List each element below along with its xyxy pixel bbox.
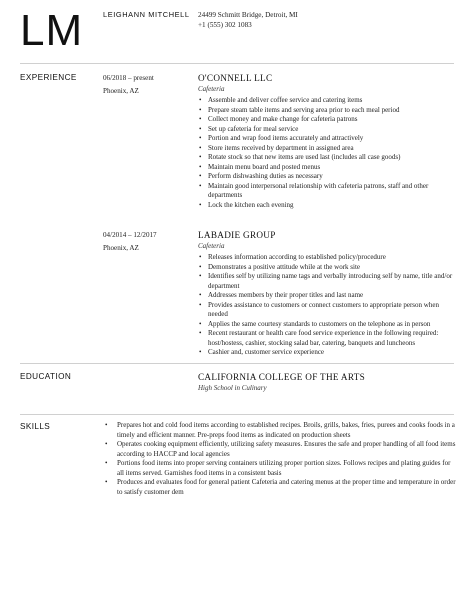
list-item: • Portions food items into proper serving containers utilizing proper portion sizes. Follows recipes and plating guides for all items served. Garnishes food items in a consistent basis bbox=[117, 459, 457, 478]
monogram-logo: LM bbox=[20, 6, 84, 55]
list-item: • Rotate stock so that new items are used last (includes all case goods) bbox=[208, 153, 460, 163]
job-dates: 06/2018 – present bbox=[103, 74, 154, 82]
list-item: • Prepare steam table items and serving area prior to each meal period bbox=[208, 106, 460, 116]
list-item: • Perform dishwashing duties as necessary bbox=[208, 172, 460, 182]
school-name: CALIFORNIA COLLEGE OF THE ARTS bbox=[198, 372, 366, 382]
job-bullets bbox=[198, 96, 460, 210]
list-item: • Addresses members by their proper titles and last name bbox=[208, 291, 460, 301]
list-item: • Maintain menu board and posted menus bbox=[208, 163, 460, 173]
address: 24499 Schmitt Bridge, Detroit, MI bbox=[198, 11, 298, 19]
job-role: Cafeteria bbox=[198, 85, 225, 93]
degree: High School in Culinary bbox=[198, 384, 267, 392]
section-title-education: EDUCATION bbox=[20, 372, 72, 381]
job-entry bbox=[198, 230, 460, 358]
divider bbox=[20, 363, 454, 364]
candidate-name: LEIGHANN MITCHELL bbox=[103, 10, 190, 19]
list-item: • Identifies self by utilizing name tags and verbally introducing self by name, title and/or department bbox=[208, 272, 460, 291]
divider bbox=[20, 63, 454, 64]
skills-list bbox=[103, 421, 457, 497]
list-item: • Store items received by department in assigned area bbox=[208, 144, 460, 154]
job-entry bbox=[198, 73, 460, 210]
section-title-skills: SKILLS bbox=[20, 422, 51, 431]
job-bullets bbox=[198, 253, 460, 358]
employer-name: O'CONNELL LLC bbox=[198, 73, 273, 83]
list-item: • Prepares hot and cold food items according to established recipes. Broils, grills, bakes, fries, purees and cooks foods in a timely and efficient manner. Pre-preps food items as indicated on production sheets bbox=[117, 421, 457, 440]
list-item: • Recent restaurant or health care food service experience in the following required: host/hostess, cashier, stocking salad bar, catering, banquets and luncheons bbox=[208, 329, 460, 348]
job-dates: 04/2014 – 12/2017 bbox=[103, 231, 157, 239]
list-item: • Produces and evaluates food for general patient Cafeteria and catering menus at the proper time and temperature in order to satisfy customer dem bbox=[117, 478, 457, 497]
list-item: • Operates cooking equipment efficiently, utilizing safety measures. Ensures the safe and proper handling of all food items according to HACCP and local agencies bbox=[117, 440, 457, 459]
job-location: Phoenix, AZ bbox=[103, 244, 139, 252]
employer-name: LABADIE GROUP bbox=[198, 230, 276, 240]
list-item: • Releases information according to established policy/procedure bbox=[208, 253, 460, 263]
list-item: • Collect money and make change for cafeteria patrons bbox=[208, 115, 460, 125]
education-entry bbox=[198, 372, 460, 395]
job-meta bbox=[103, 72, 154, 98]
section-title-experience: EXPERIENCE bbox=[20, 73, 77, 82]
job-meta bbox=[103, 229, 157, 255]
list-item: • Provides assistance to customers or connect customers to appropriate person when needed bbox=[208, 301, 460, 320]
list-item: • Applies the same courtesy standards to customers on the telephone as in person bbox=[208, 320, 460, 330]
job-location: Phoenix, AZ bbox=[103, 87, 139, 95]
list-item: • Portion and wrap food items accurately and attractively bbox=[208, 134, 460, 144]
list-item: • Cashier and, customer service experience bbox=[208, 348, 460, 358]
contact-info bbox=[198, 10, 298, 30]
list-item: • Set up cafeteria for meal service bbox=[208, 125, 460, 135]
phone: +1 (555) 302 1083 bbox=[198, 21, 252, 29]
list-item: • Maintain good interpersonal relationship with cafeteria patrons, staff and other departments bbox=[208, 182, 460, 201]
list-item: • Demonstrates a positive attitude while at the work site bbox=[208, 263, 460, 273]
list-item: • Lock the kitchen each evening bbox=[208, 201, 460, 211]
list-item: • Assemble and deliver coffee service and catering items bbox=[208, 96, 460, 106]
divider bbox=[20, 414, 454, 415]
job-role: Cafeteria bbox=[198, 242, 225, 250]
